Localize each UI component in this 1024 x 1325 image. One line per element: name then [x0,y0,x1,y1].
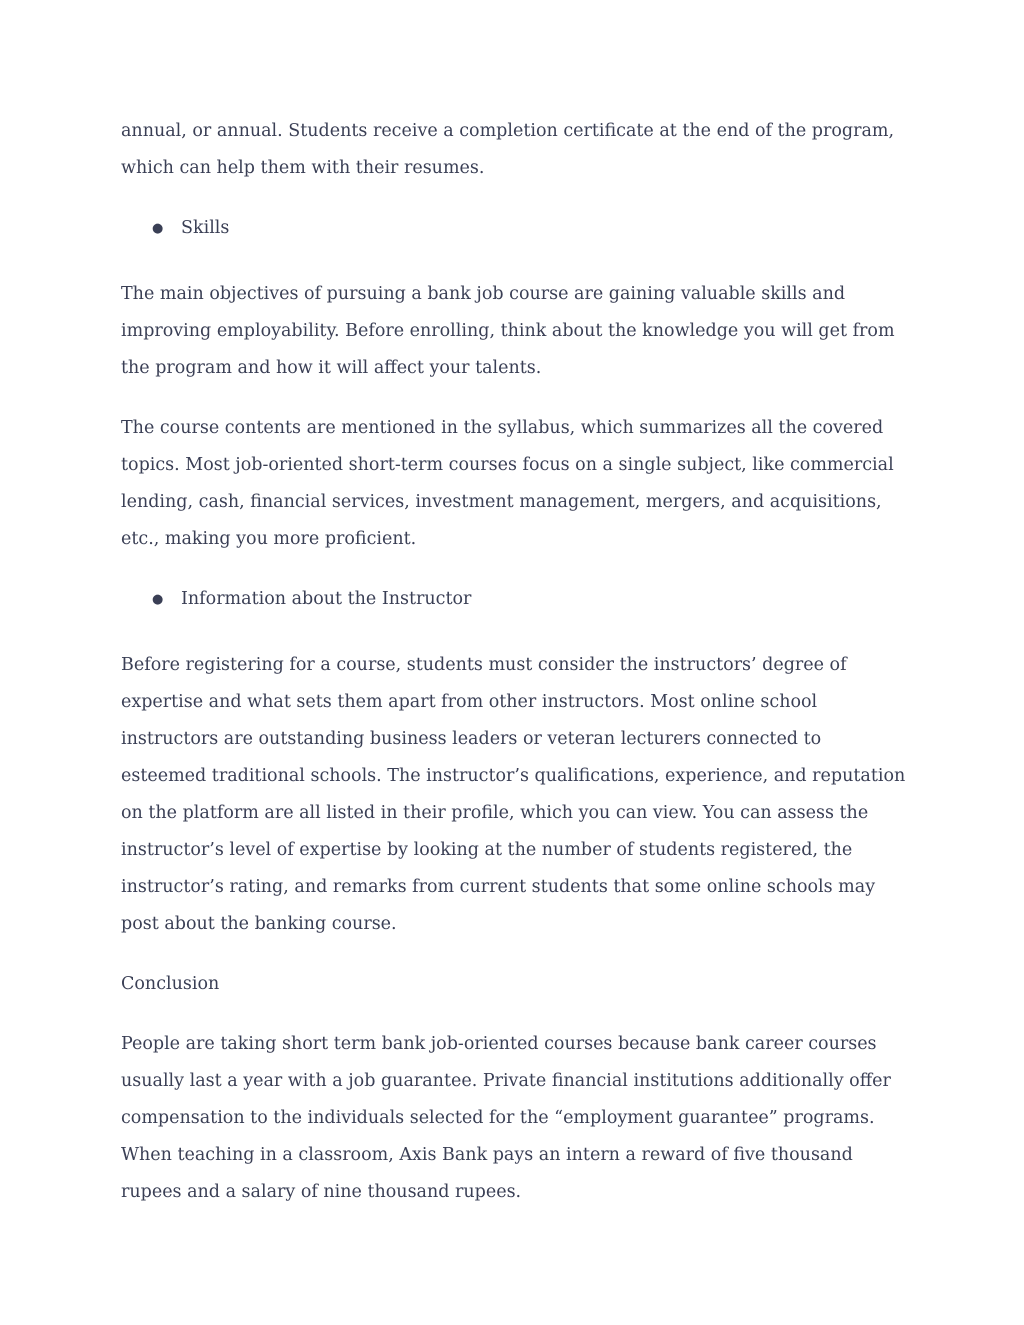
bullet-dot-icon: ● [152,592,164,607]
document-page [121,113,911,1234]
paragraph-objectives: The main objectives of pursuing a bank job course are gaining valuable skills and improving employability. Before enrolling, think about the knowledge you will get from the program and how it will affect your talents. [121,284,895,378]
paragraph-instructor: Before registering for a course, students must consider the instructors’ degree of expertise and what sets them apart from other instructors. Most online school instructors are outstanding business leaders or veteran lecturers connected to esteemed traditional schools. The instructor’s qualifications, experience, and reputation on the platform are all listed in their profile, which you can view. You can assess the instructor’s level of expertise by looking at the number of students registered, the instructor’s rating, and remarks from current students that some online schools may post about the banking course. [121,655,906,934]
bullet-label: Skills [181,218,230,238]
paragraph-conclusion: People are taking short term bank job-oriented courses because bank career courses usually last a year with a job guarantee. Private financial institutions additionally offer compensation to the individuals selected for the “employment guarantee” programs. When teaching in a classroom, Axis Bank pays an intern a reward of five thousand rupees and a salary of nine thousand rupees. [121,1034,891,1202]
bullet-item-instructor [121,581,911,618]
bullet-label: Information about the Instructor [181,589,472,609]
paragraph-certificate: annual, or annual. Students receive a completion certificate at the end of the program, which can help them with their resumes. [121,121,895,178]
bullet-item-skills [121,210,911,247]
bullet-dot-icon: ● [152,221,164,236]
paragraph-syllabus: The course contents are mentioned in the syllabus, which summarizes all the covered topics. Most job-oriented short-term courses focus on a single subject, like commercial lending, cash, financial services, investment management, mergers, and acquisitions, etc., making you more proficient. [121,418,894,549]
conclusion-heading: Conclusion [121,974,220,994]
